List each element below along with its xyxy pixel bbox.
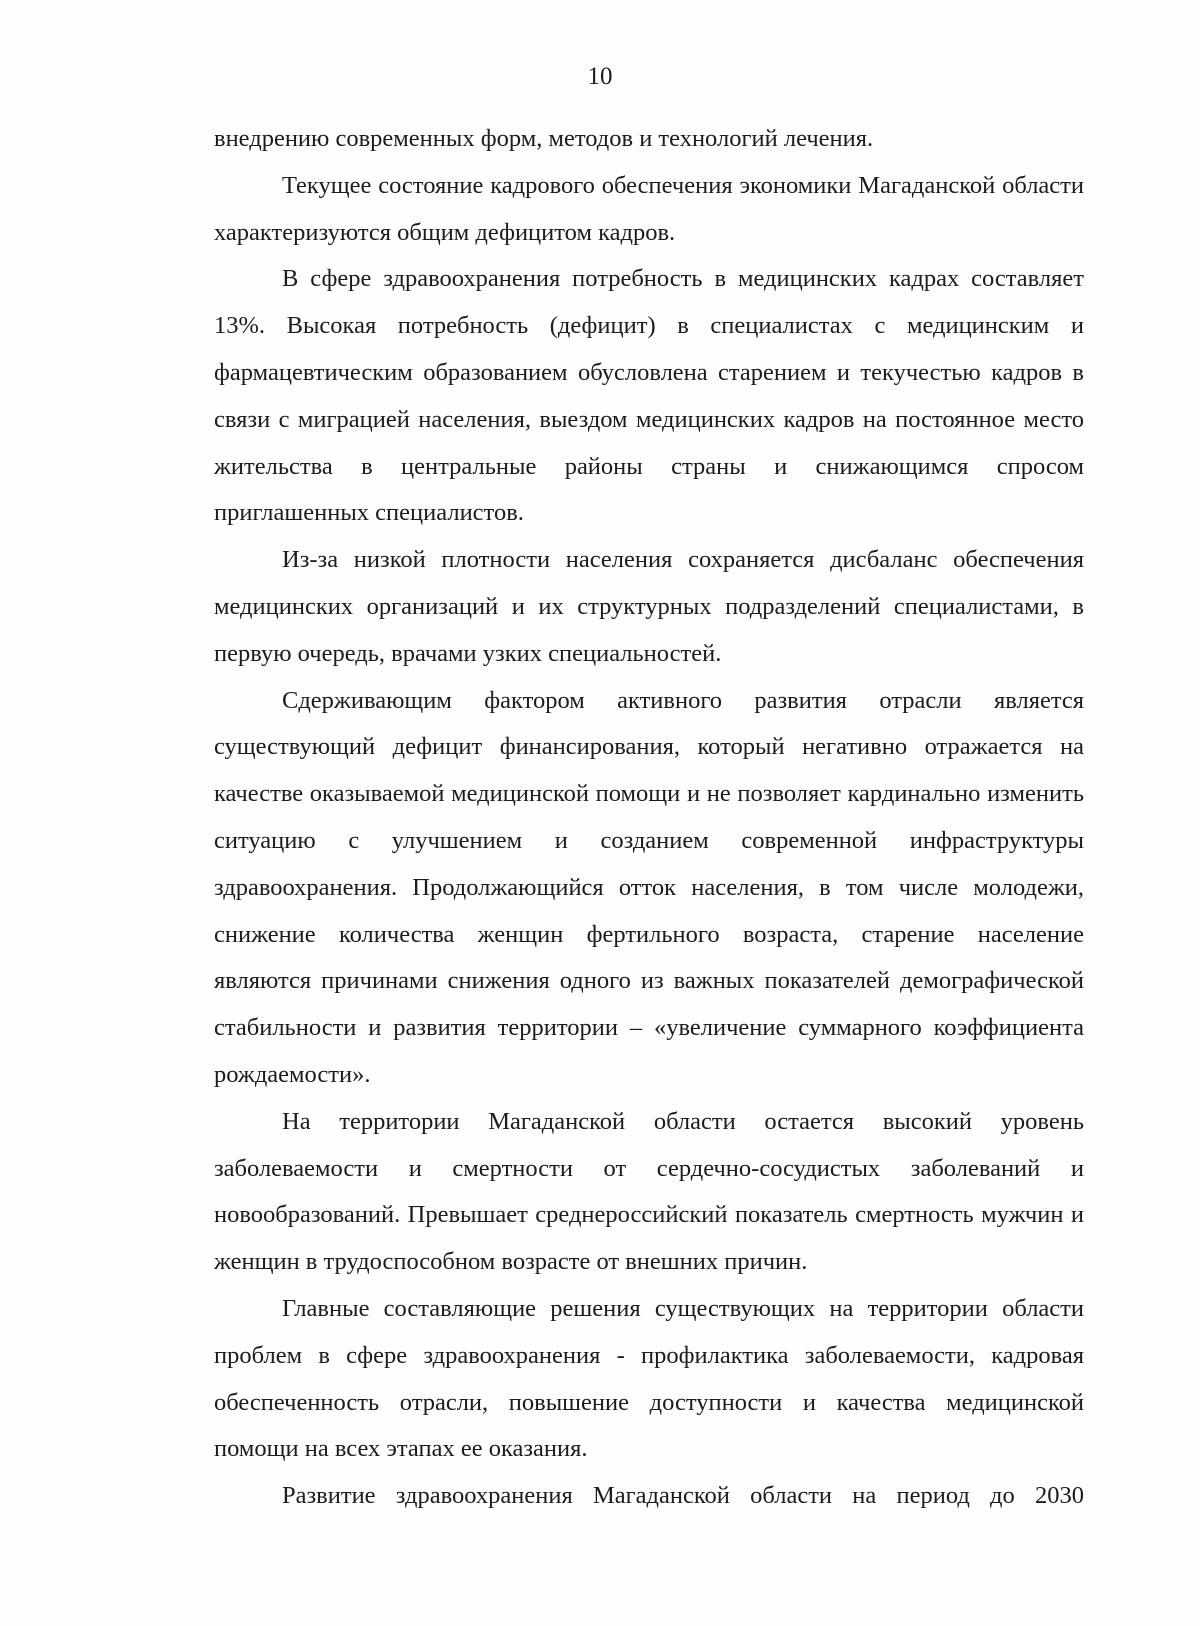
paragraph-morbidity-mortality: На территории Магаданской области остается высокий уровень заболеваемости и смертности от сердечно-сосудистых заболеваний и новообразований. Превышает среднероссийский показатель смертность мужчин и женщин в трудоспособном возрасте от внешних причин.	[214, 1107, 1084, 1276]
paragraph-main-components: Главные составляющие решения существующих на территории области проблем в сфере здравоохранения - профилактика заболеваемости, кадровая обеспеченность отрасли, повышение доступности и качества медицинской помощи на всех этапах ее оказания.	[214, 1294, 1084, 1463]
page-number: 10	[587, 63, 613, 90]
paragraph-staffing-state: Текущее состояние кадрового обеспечения экономики Магаданской области характеризуются общим дефицитом кадров.	[214, 171, 1084, 246]
paragraph-population-density: Из-за низкой плотности населения сохраняется дисбаланс обеспечения медицинских организаций и их структурных подразделений специалистами, в первую очередь, врачами узких специальностей.	[214, 546, 1084, 667]
document-body	[214, 116, 1084, 1520]
paragraph-development-2030: Развитие здравоохранения Магаданской области на период до 2030	[282, 1482, 1084, 1510]
paragraph-medical-staff-need: В сфере здравоохранения потребность в медицинских кадрах составляет 13%. Высокая потребность (дефицит) в специалистах с медицинским и фармацевтическим образованием обусловлена старением и текучестью кадров в связи с миграцией населения, выездом медицинских кадров на постоянное место жительства в центральные районы страны и снижающимся спросом приглашенных специалистов.	[214, 265, 1084, 527]
paragraph-funding-deficit: Сдерживающим фактором активного развития отрасли является существующий дефицит финансирования, который негативно отражается на качестве оказываемой медицинской помощи и не позволяет кардинально изменить ситуацию с улучшением и созданием современной инфраструктуры здравоохранения. Продолжающийся отток населения, в том числе молодежи, снижение количества женщин фертильного возраста, старение население являются причинами снижения одного из важных показателей демографической стабильности и развития территории – «увеличение суммарного коэффициента рождаемости».	[214, 686, 1084, 1088]
paragraph-continuation: внедрению современных форм, методов и технологий лечения.	[214, 125, 874, 152]
